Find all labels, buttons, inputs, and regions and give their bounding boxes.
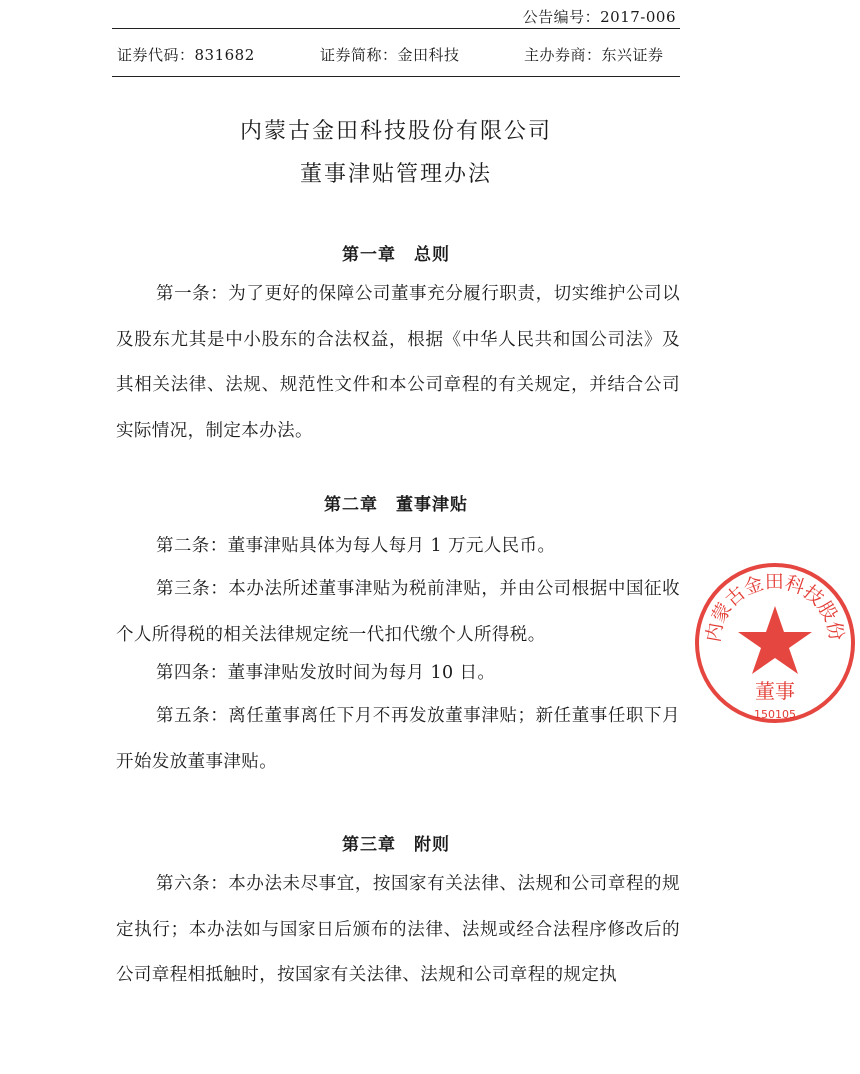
article-paragraph: 第四条：董事津贴发放时间为每月 10 日。	[156, 663, 496, 683]
header-top-rule	[112, 28, 680, 29]
chapter-heading: 第一章 总则	[342, 245, 450, 265]
header-bottom-rule	[112, 76, 680, 77]
seal-inner-text: 董事	[755, 679, 795, 703]
seal-text: 内蒙古金田科技股份	[702, 570, 848, 644]
announcement-number: 公告编号：2017-006	[522, 8, 676, 26]
article-paragraph: 第六条：本办法未尽事宜，按国家有关法律、法规和公司章程的规定执行；本办法如与国家日后颁布的法律、法规或经合法程序修改后的公司章程相抵触时，按国家有关法律、法规和公司章程的规定执	[116, 874, 680, 985]
stock-code: 证券代码：831682	[117, 46, 255, 64]
sponsor-broker: 主办券商：东兴证券	[524, 46, 664, 64]
company-name-title: 内蒙古金田科技股份有限公司	[239, 119, 552, 144]
article-paragraph: 第五条：离任董事离任下月不再发放董事津贴；新任董事任职下月开始发放董事津贴。	[116, 706, 680, 772]
article-paragraph: 第三条：本办法所述董事津贴为税前津贴，并由公司根据中国征收个人所得税的相关法律规定统一代扣代缴个人所得税。	[116, 579, 680, 645]
chapter-heading: 第二章 董事津贴	[324, 495, 468, 515]
company-seal-stamp	[690, 558, 860, 728]
chapter-heading: 第三章 附则	[342, 835, 450, 855]
seal-number: 150105	[754, 708, 796, 721]
document-title: 董事津贴管理办法	[299, 162, 492, 187]
article-paragraph: 第二条：董事津贴具体为每人每月 1 万元人民币。	[156, 536, 556, 556]
article-paragraph: 第一条：为了更好的保障公司董事充分履行职责，切实维护公司以及股东尤其是中小股东的合法权益，根据《中华人民共和国公司法》及其相关法律、法规、规范性文件和本公司章程的有关规定，并结合公司实际情况，制定本办法。	[116, 284, 680, 441]
stock-name: 证券简称：金田科技	[320, 46, 460, 64]
seal-star-icon	[738, 606, 812, 674]
